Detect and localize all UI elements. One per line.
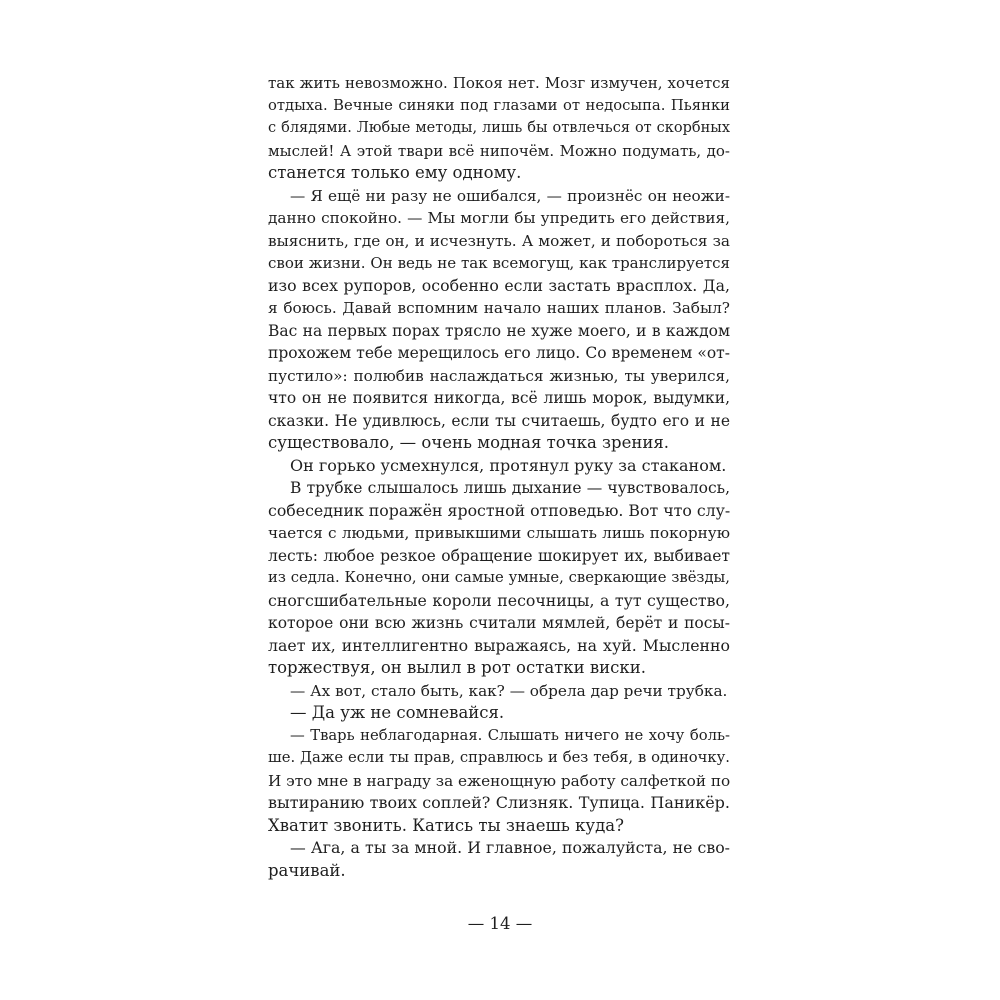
- text-line: пустило»: полюбив наслаждаться жизнью, ты уверился,: [268, 366, 730, 385]
- text-line: И это мне в награду за еженощную работу салфеткой по: [268, 771, 731, 790]
- text-line: — Да уж не сомневайся.: [290, 703, 505, 722]
- text-line: сказки. Не удивлюсь, если ты считаешь, будто его и не: [268, 411, 730, 430]
- text-line: — Ах вот, стало быть, как? — обрела дар речи трубка.: [290, 681, 728, 700]
- text-line: что он не появится никогда, всё лишь морок, выдумки,: [268, 389, 730, 407]
- text-line: которое они всю жизнь считали мямлей, берёт и посы-: [268, 614, 730, 632]
- text-line: выяснить, где он, и исчезнуть. А может, и побороться за: [268, 231, 730, 250]
- text-line: свои жизни. Он ведь не так всемогущ, как транслируется: [268, 254, 730, 272]
- text-line: Он горько усмехнулся, протянул руку за стаканом.: [290, 455, 727, 475]
- text-line: лает их, интеллигентно выражаясь, на хуй. Мысленно: [268, 635, 730, 655]
- text-line: торжествуя, он вылил в рот остатки виски.: [268, 658, 646, 677]
- text-line: — Ага, а ты за мной. И главное, пожалуйста, не сво-: [290, 838, 730, 857]
- text-line: с блядями. Любые методы, лишь бы отвлечься от скорбных: [268, 120, 730, 136]
- text-line: собеседник поражён яростной отповедью. Вот что слу-: [268, 500, 731, 520]
- text-line: ше. Даже если ты прав, справлюсь и без тебя, в одиночку.: [268, 749, 730, 766]
- text-line: изо всех рупоров, особенно если застать врасплох. Да,: [268, 275, 730, 295]
- text-line: лесть: любое резкое обращение шокирует их, выбивает: [268, 546, 730, 565]
- text-line: чается с людьми, привыкшими слышать лишь покорную: [268, 524, 730, 542]
- text-line: из седла. Конечно, они самые умные, сверкающие звёзды,: [268, 569, 730, 586]
- text-line: станется только ему одному.: [268, 163, 522, 182]
- text-line: мыслей! А этой твари всё нипочём. Можно подумать, до-: [268, 141, 730, 160]
- text-line: В трубке слышалось лишь дыхание — чувствовалось,: [290, 479, 730, 497]
- text-line: Хватит звонить. Катись ты знаешь куда?: [268, 815, 624, 835]
- page-number: — 14 —: [467, 914, 533, 933]
- text-line: рачивай.: [268, 860, 346, 880]
- text-line: отдыха. Вечные синяки под глазами от недосыпа. Пьянки: [268, 96, 730, 114]
- text-line: — Я ещё ни разу не ошибался, — произнёс он неожи-: [290, 186, 730, 205]
- text-line: существовало, — очень модная точка зрения.: [268, 433, 670, 452]
- text-line: данно спокойно. — Мы могли бы упредить его действия,: [268, 209, 730, 227]
- text-line: сногсшибательные короли песочницы, а тут существо,: [268, 590, 730, 610]
- text-line: так жить невозможно. Покоя нет. Мозг измучен, хочется: [268, 74, 730, 92]
- text-line: вытиранию твоих соплей? Слизняк. Тупица. Паникёр.: [268, 793, 730, 812]
- text-line: — Тварь неблагодарная. Слышать ничего не хочу боль-: [290, 726, 730, 744]
- text-line: Вас на первых порах трясло не хуже моего, и в каждом: [268, 321, 730, 340]
- text-line: прохожем тебе мерещилось его лицо. Со временем «от-: [268, 344, 730, 362]
- text-line: я боюсь. Давай вспомним начало наших планов. Забыл?: [268, 299, 730, 317]
- body-text: [268, 72, 730, 882]
